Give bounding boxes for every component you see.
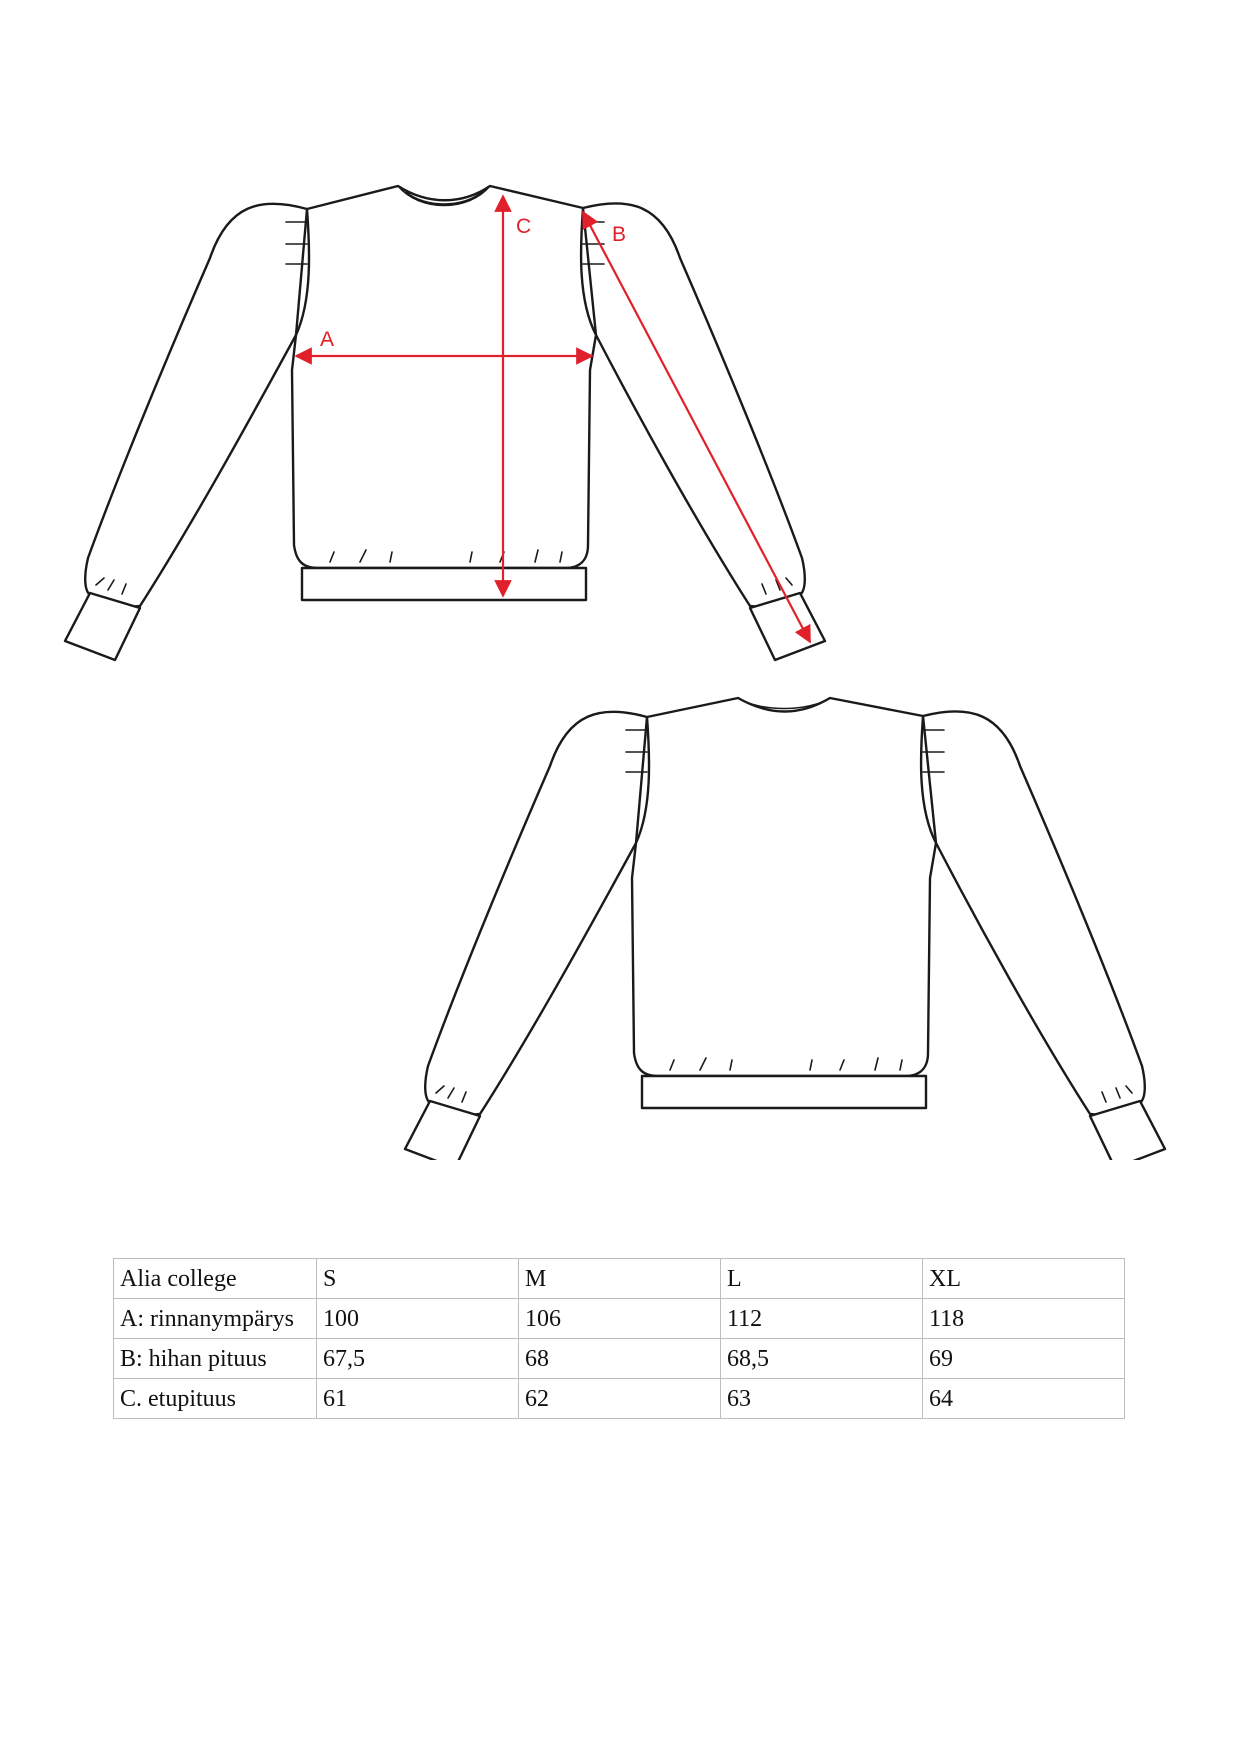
table-cell: 68 [519, 1339, 721, 1379]
table-cell: C. etupituus [114, 1379, 317, 1419]
measure-a-label: A [320, 328, 335, 351]
measure-c-label: C [516, 215, 532, 238]
table-cell: Alia college [114, 1259, 317, 1299]
back-view [405, 698, 1165, 1160]
table-cell: S [317, 1259, 519, 1299]
table-row [114, 1299, 1125, 1339]
table-row [114, 1379, 1125, 1419]
table-cell: 106 [519, 1299, 721, 1339]
table-cell: 64 [923, 1379, 1125, 1419]
table-row [114, 1339, 1125, 1379]
back-hem-band [642, 1076, 926, 1108]
front-hem-band [302, 568, 586, 600]
measure-b-line [583, 212, 810, 642]
table-cell: XL [923, 1259, 1125, 1299]
measure-b-label: B [612, 223, 627, 246]
table-cell: 112 [721, 1299, 923, 1339]
table-cell: 118 [923, 1299, 1125, 1339]
table-cell: L [721, 1259, 923, 1299]
table-cell: 62 [519, 1379, 721, 1419]
table-cell: A: rinnanympärys [114, 1299, 317, 1339]
back-right-sleeve [923, 711, 1145, 1114]
table-header-row [114, 1259, 1125, 1299]
size-chart-table [113, 1258, 1125, 1419]
back-body [632, 698, 936, 1076]
table-cell: 69 [923, 1339, 1125, 1379]
front-right-sleeve [583, 203, 805, 606]
table-cell: M [519, 1259, 721, 1299]
table-cell: 100 [317, 1299, 519, 1339]
table-cell: 67,5 [317, 1339, 519, 1379]
table-cell: B: hihan pituus [114, 1339, 317, 1379]
front-body [292, 186, 596, 568]
front-left-sleeve [85, 204, 307, 607]
back-left-sleeve [425, 712, 647, 1115]
table-cell: 61 [317, 1379, 519, 1419]
table-cell: 68,5 [721, 1339, 923, 1379]
front-view [65, 186, 825, 660]
table-cell: 63 [721, 1379, 923, 1419]
